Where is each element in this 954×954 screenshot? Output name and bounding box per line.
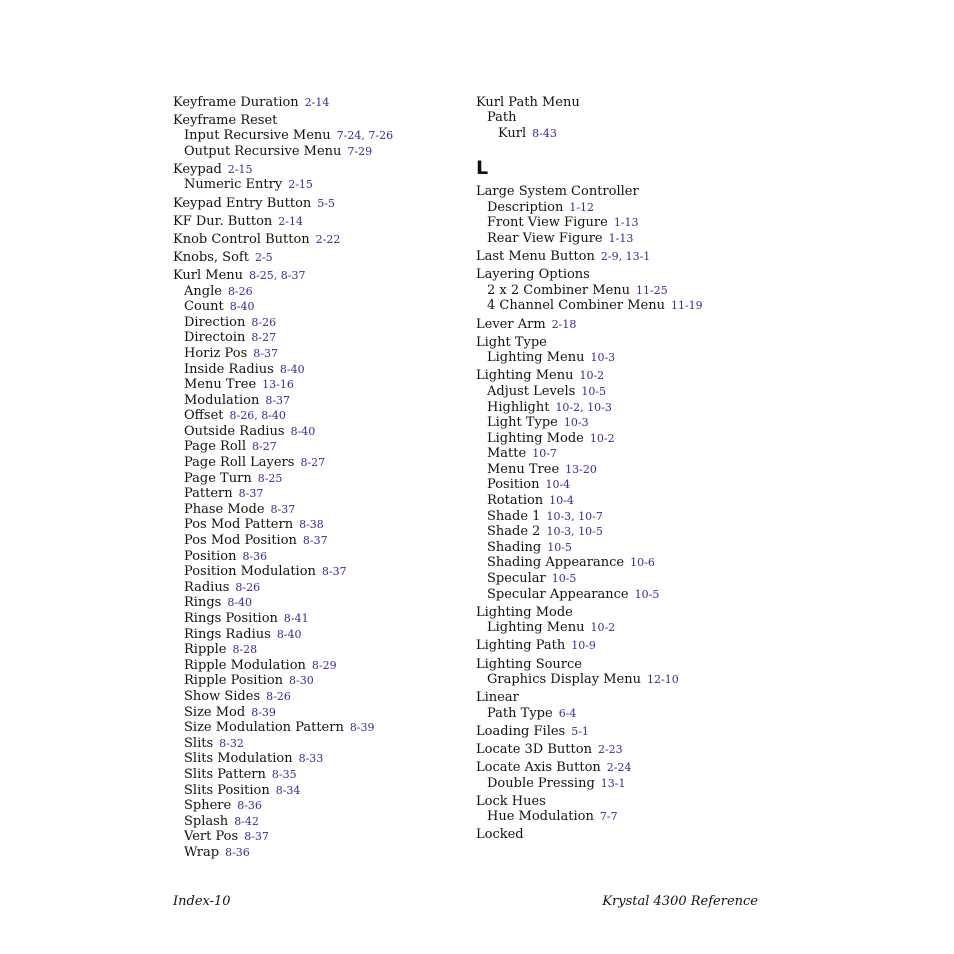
index-term: Lighting Mode [476, 604, 573, 620]
index-term: Angle [184, 283, 222, 299]
index-term: Specular [487, 571, 546, 587]
section-letter-heading: L [476, 157, 489, 180]
index-entry [476, 317, 766, 333]
index-entry [476, 794, 766, 810]
index-entry [173, 486, 463, 502]
index-page-ref-link[interactable]: 8-26 [266, 689, 291, 703]
index-term: Shade 1 [487, 508, 541, 524]
index-entry [173, 471, 463, 487]
index-page-ref-link[interactable]: 8-29 [311, 658, 337, 672]
index-term: Front View Figure [487, 215, 608, 231]
index-page-ref-link[interactable]: 8-36 [237, 799, 262, 813]
index-page-ref-link[interactable]: 10-2 [579, 369, 605, 383]
index-page-ref-link[interactable]: 13-16 [262, 378, 294, 392]
index-page-ref-link[interactable]: 2-5 [254, 250, 273, 264]
index-column-right [476, 92, 766, 843]
index-page-ref-link[interactable]: 10-4 [545, 478, 571, 492]
index-term: Large System Controller [476, 184, 639, 200]
index-page-ref-link[interactable]: 8-43 [532, 126, 557, 140]
index-entry [476, 126, 766, 142]
index-page-ref-link[interactable]: 1-12 [569, 200, 595, 214]
index-entry [173, 611, 463, 627]
index-term: Kurl Path Menu [476, 94, 580, 110]
index-entry [476, 368, 766, 384]
index-page-ref-link[interactable]: 8-37 [238, 487, 264, 501]
index-entry [173, 595, 463, 611]
index-entry [476, 509, 766, 525]
index-entry [173, 162, 463, 178]
index-term: Matte [487, 446, 527, 462]
index-term: Size Mod [184, 704, 246, 720]
index-page-ref-link[interactable]: 10-2 [590, 621, 616, 635]
index-page-ref-link[interactable]: 8-26 [251, 315, 277, 329]
index-page-ref-link[interactable]: 8-40 [290, 424, 316, 438]
index-group-kurl-path [476, 95, 766, 142]
index-term: Lighting Menu [487, 620, 585, 636]
index-entry [173, 377, 463, 393]
index-page-ref-link[interactable]: 8-40 [279, 362, 305, 376]
index-entry [173, 720, 463, 736]
footer-document-title: Krystal 4300 Reference [602, 894, 758, 909]
index-term: Shading Appearance [487, 555, 625, 571]
index-entry [476, 184, 766, 200]
index-entry [476, 110, 766, 126]
index-entry [476, 690, 766, 706]
index-term: Ripple Position [184, 673, 284, 689]
index-entry [476, 431, 766, 447]
index-term: Kurl [498, 125, 527, 141]
index-page-ref-link[interactable]: 10-3, 10-7 [546, 509, 603, 523]
index-term: Output Recursive Menu [184, 143, 342, 159]
index-page-ref-link[interactable]: 2-22 [315, 232, 341, 246]
index-entry [173, 627, 463, 643]
index-term: Slits Modulation [184, 751, 293, 767]
index-term: Pos Mod Pattern [184, 517, 294, 533]
index-entry [173, 689, 463, 705]
index-term: Offset [184, 408, 224, 424]
index-page-ref-link[interactable]: 10-5 [547, 540, 572, 554]
index-entry [476, 638, 766, 654]
index-term: Keyframe Duration [173, 94, 299, 110]
index-entry [476, 200, 766, 216]
index-entry [476, 384, 766, 400]
index-term: Light Type [476, 334, 547, 350]
index-entry [173, 196, 463, 212]
index-page-ref-link[interactable]: 2-14 [278, 214, 304, 228]
index-term: Wrap [184, 844, 220, 860]
index-term: Slits [184, 735, 214, 751]
index-column-left [173, 92, 463, 861]
index-entry [173, 564, 463, 580]
index-entry [173, 845, 463, 861]
index-page-ref-link[interactable]: 8-27 [300, 456, 326, 470]
index-entry [173, 798, 463, 814]
index-entry [173, 705, 463, 721]
index-term: Page Roll [184, 439, 246, 455]
index-page-ref-link[interactable]: 2-18 [551, 317, 577, 331]
index-term: Phase Mode [184, 501, 265, 517]
index-page-ref-link[interactable]: 10-9 [571, 639, 596, 653]
index-entry [173, 268, 463, 284]
index-entry [173, 642, 463, 658]
index-term: Lever Arm [476, 316, 546, 332]
index-entry [476, 215, 766, 231]
index-term: Splash [184, 813, 229, 829]
index-page-ref-link[interactable]: 7-7 [599, 810, 618, 824]
index-term: Double Pressing [487, 775, 595, 791]
index-entry [476, 776, 766, 792]
index-entry [476, 267, 766, 283]
index-entry [476, 760, 766, 776]
index-term: Adjust Levels [487, 383, 576, 399]
index-entry [476, 827, 766, 843]
index-entry [476, 446, 766, 462]
index-term: Directoin [184, 330, 246, 346]
index-term: Pos Mod Position [184, 533, 297, 549]
index-page-ref-link[interactable]: 2-15 [288, 178, 313, 192]
index-term: Highlight [487, 399, 550, 415]
index-term: Specular Appearance [487, 586, 629, 602]
index-entry [173, 658, 463, 674]
index-term: Lighting Mode [487, 430, 584, 446]
index-page-ref-link[interactable]: 10-5 [581, 384, 607, 398]
index-entry [173, 113, 463, 129]
index-term: Rotation [487, 493, 544, 509]
index-term: 2 x 2 Combiner Menu [487, 282, 631, 298]
index-entry [173, 284, 463, 300]
index-term: Slits Position [184, 782, 270, 798]
index-page-ref-link[interactable]: 8-25, 8-37 [249, 268, 306, 282]
index-term: Inside Radius [184, 361, 274, 377]
index-entry [476, 657, 766, 673]
index-term: Size Modulation Pattern [184, 720, 344, 736]
index-entry [173, 424, 463, 440]
index-entry [476, 555, 766, 571]
index-page-ref-link[interactable]: 11-25 [636, 283, 668, 297]
index-entry [476, 400, 766, 416]
index-entry [173, 751, 463, 767]
footer-page-number: Index-10 [173, 894, 231, 909]
index-entry [476, 415, 766, 431]
index-entry [173, 549, 463, 565]
index-page-ref-link[interactable]: 8-27 [251, 331, 277, 345]
index-term: Path [487, 110, 517, 126]
index-page-ref-link[interactable]: 2-23 [597, 742, 623, 756]
index-page-ref-link[interactable]: 5-1 [571, 724, 589, 738]
index-term: Hue Modulation [487, 809, 594, 825]
index-entry [476, 95, 766, 111]
index-term: Shading [487, 539, 542, 555]
index-term: Locate 3D Button [476, 741, 592, 757]
index-term: Position [487, 477, 540, 493]
index-term: Path Type [487, 705, 553, 721]
index-entry [476, 605, 766, 621]
index-term: Lighting Source [476, 656, 582, 672]
index-term: Lock Hues [476, 793, 546, 809]
index-entry [476, 587, 766, 603]
index-page-ref-link[interactable]: 8-28 [232, 643, 258, 657]
index-page-ref-link[interactable]: 10-2, 10-3 [555, 400, 612, 414]
index-entry [476, 249, 766, 265]
index-entry [476, 477, 766, 493]
index-page-ref-link[interactable]: 8-40 [229, 300, 255, 314]
index-page-ref-link[interactable]: 8-25 [257, 471, 283, 485]
index-entry [173, 95, 463, 111]
index-term: Keypad [173, 161, 222, 177]
index-entry [173, 673, 463, 689]
index-page-ref-link[interactable]: 8-37 [302, 534, 328, 548]
index-term: Locate Axis Button [476, 760, 601, 776]
index-page-ref-link[interactable]: 10-3, 10-5 [546, 525, 603, 539]
index-term: Lighting Menu [476, 368, 574, 384]
index-term: Position Modulation [184, 564, 316, 580]
index-page-ref-link[interactable]: 13-1 [600, 776, 626, 790]
index-term: 4 Channel Combiner Menu [487, 298, 665, 314]
index-term: Description [487, 199, 564, 215]
index-page-ref-link[interactable]: 1-13 [613, 216, 639, 230]
index-page-ref-link[interactable]: 2-9, 13-1 [600, 250, 651, 264]
index-term: Pattern [184, 486, 233, 502]
index-entry [173, 250, 463, 266]
index-entry [476, 571, 766, 587]
index-term: Lighting Menu [487, 350, 585, 366]
index-page-ref-link[interactable]: 8-30 [289, 674, 314, 688]
index-term: Slits Pattern [184, 766, 266, 782]
index-term: Light Type [487, 415, 558, 431]
index-term: Show Sides [184, 688, 261, 704]
index-page-ref-link[interactable]: 10-5 [551, 572, 577, 586]
index-term: Knob Control Button [173, 231, 310, 247]
index-term: Page Roll Layers [184, 455, 295, 471]
index-entry [173, 128, 463, 144]
index-entry [173, 144, 463, 160]
index-entry [173, 330, 463, 346]
index-page-ref-link[interactable]: 8-38 [299, 518, 324, 532]
index-term: Rear View Figure [487, 231, 603, 247]
index-term: Last Menu Button [476, 249, 595, 265]
index-term: Radius [184, 579, 230, 595]
index-entry [476, 493, 766, 509]
index-page-ref-link[interactable]: 8-40 [227, 596, 253, 610]
index-page-ref-link[interactable]: 8-37 [265, 393, 291, 407]
index-term: Page Turn [184, 470, 252, 486]
index-term: Ripple Modulation [184, 657, 306, 673]
index-page-ref-link[interactable]: 10-2 [589, 431, 615, 445]
index-entry [173, 177, 463, 193]
index-term: Sphere [184, 798, 232, 814]
index-entry [173, 214, 463, 230]
index-entry [476, 283, 766, 299]
index-page-ref-link[interactable]: 13-20 [565, 462, 597, 476]
index-page-ref-link[interactable]: 10-4 [549, 494, 574, 508]
index-entry [476, 724, 766, 740]
index-page-ref-link[interactable]: 8-32 [219, 736, 244, 750]
index-page-ref-link[interactable]: 12-10 [647, 673, 679, 687]
index-entry [476, 335, 766, 351]
index-page-ref-link[interactable]: 10-3 [590, 351, 616, 365]
index-page-ref-link[interactable]: 1-13 [608, 232, 634, 246]
index-page-ref-link[interactable]: 11-19 [670, 299, 703, 313]
index-term: Ripple [184, 642, 227, 658]
index-entry [173, 783, 463, 799]
index-page-ref-link[interactable]: 8-36 [242, 549, 268, 563]
index-entry [173, 299, 463, 315]
index-entry [476, 620, 766, 636]
index-entry [476, 298, 766, 314]
index-entry [173, 814, 463, 830]
index-page-ref-link[interactable]: 8-36 [225, 845, 250, 859]
index-page-ref-link[interactable]: 8-37 [270, 502, 296, 516]
index-entry [476, 742, 766, 758]
index-term: Direction [184, 314, 246, 330]
index-page-ref-link[interactable]: 10-5 [634, 587, 660, 601]
index-page-ref-link[interactable]: 2-15 [227, 162, 253, 176]
index-term: Locked [476, 827, 524, 843]
index-entry [173, 362, 463, 378]
index-term: Menu Tree [487, 461, 560, 477]
index-page-ref-link[interactable]: 8-34 [275, 783, 301, 797]
index-page-ref-link[interactable]: 10-6 [630, 556, 655, 570]
index-term: Keyframe Reset [173, 112, 278, 128]
index-page-ref-link[interactable]: 8-26, 8-40 [229, 409, 286, 423]
index-term: Menu Tree [184, 377, 257, 393]
index-page-ref-link[interactable]: 8-26 [227, 284, 253, 298]
index-term: Shade 2 [487, 524, 541, 540]
index-entry [173, 315, 463, 331]
index-term: Outside Radius [184, 423, 285, 439]
index-term: Loading Files [476, 723, 566, 739]
index-term: Position [184, 548, 237, 564]
index-entry [173, 232, 463, 248]
index-page-ref-link[interactable]: 8-40 [276, 627, 302, 641]
index-entry [173, 346, 463, 362]
index-page-ref-link[interactable]: 8-41 [283, 612, 309, 625]
index-term: Rings Radius [184, 626, 271, 642]
index-page-ref-link[interactable]: 2-14 [304, 95, 330, 109]
index-page-ref-link[interactable]: 6-4 [558, 706, 577, 720]
index-term: Knobs, Soft [173, 249, 249, 265]
index-page-ref-link[interactable]: 8-37 [253, 346, 278, 360]
index-term: Keypad Entry Button [173, 195, 312, 211]
index-entry [173, 533, 463, 549]
index-entry [476, 809, 766, 825]
index-term: Modulation [184, 392, 260, 408]
index-page-ref-link[interactable]: 8-26 [235, 580, 261, 594]
index-entry [173, 439, 463, 455]
index-entry [173, 455, 463, 471]
index-term: Count [184, 299, 224, 315]
index-page-ref-link[interactable]: 2-24 [606, 761, 632, 775]
index-entry [476, 350, 766, 366]
index-entry [476, 462, 766, 478]
index-page-ref-link[interactable]: 8-33 [298, 752, 324, 766]
index-entry [476, 706, 766, 722]
index-term: Input Recursive Menu [184, 128, 331, 144]
index-term: Layering Options [476, 267, 590, 283]
index-page-ref-link[interactable]: 8-35 [271, 767, 297, 781]
index-entry [476, 524, 766, 540]
index-page-ref-link[interactable]: 7-29 [347, 144, 373, 158]
index-entry [173, 393, 463, 409]
index-entry [173, 829, 463, 845]
index-page-ref-link[interactable]: 8-42 [234, 814, 259, 828]
index-entry [476, 231, 766, 247]
index-page-ref-link[interactable]: 10-7 [532, 447, 557, 461]
index-entry [476, 672, 766, 688]
index-entry [476, 540, 766, 556]
index-entry [173, 502, 463, 518]
index-entry [173, 517, 463, 533]
index-term: Horiz Pos [184, 345, 248, 361]
index-entry [173, 580, 463, 596]
index-term: Kurl Menu [173, 267, 244, 283]
index-entry [173, 767, 463, 783]
index-term: Numeric Entry [184, 177, 283, 193]
index-page-ref-link[interactable]: 10-3 [563, 416, 589, 430]
index-page-ref-link[interactable]: 7-24, 7-26 [336, 129, 394, 143]
index-page-ref-link[interactable]: 8-39 [349, 721, 375, 735]
index-term: Linear [476, 690, 519, 706]
index-term: Rings [184, 595, 222, 611]
index-page-ref-link[interactable]: 8-39 [251, 705, 276, 719]
index-term: Graphics Display Menu [487, 672, 641, 688]
index-page-ref-link[interactable]: 8-37 [244, 830, 269, 844]
index-entry [173, 736, 463, 752]
index-page-ref-link[interactable]: 8-37 [321, 565, 347, 579]
index-term: Rings Position [184, 611, 278, 626]
index-page-ref-link[interactable]: 8-27 [252, 440, 277, 454]
index-term: KF Dur. Button [173, 213, 273, 229]
index-entry [173, 408, 463, 424]
index-term: Vert Pos [184, 829, 239, 845]
index-page-ref-link[interactable]: 5-5 [317, 196, 335, 210]
index-group-l [476, 184, 766, 843]
index-term: Lighting Path [476, 638, 566, 654]
